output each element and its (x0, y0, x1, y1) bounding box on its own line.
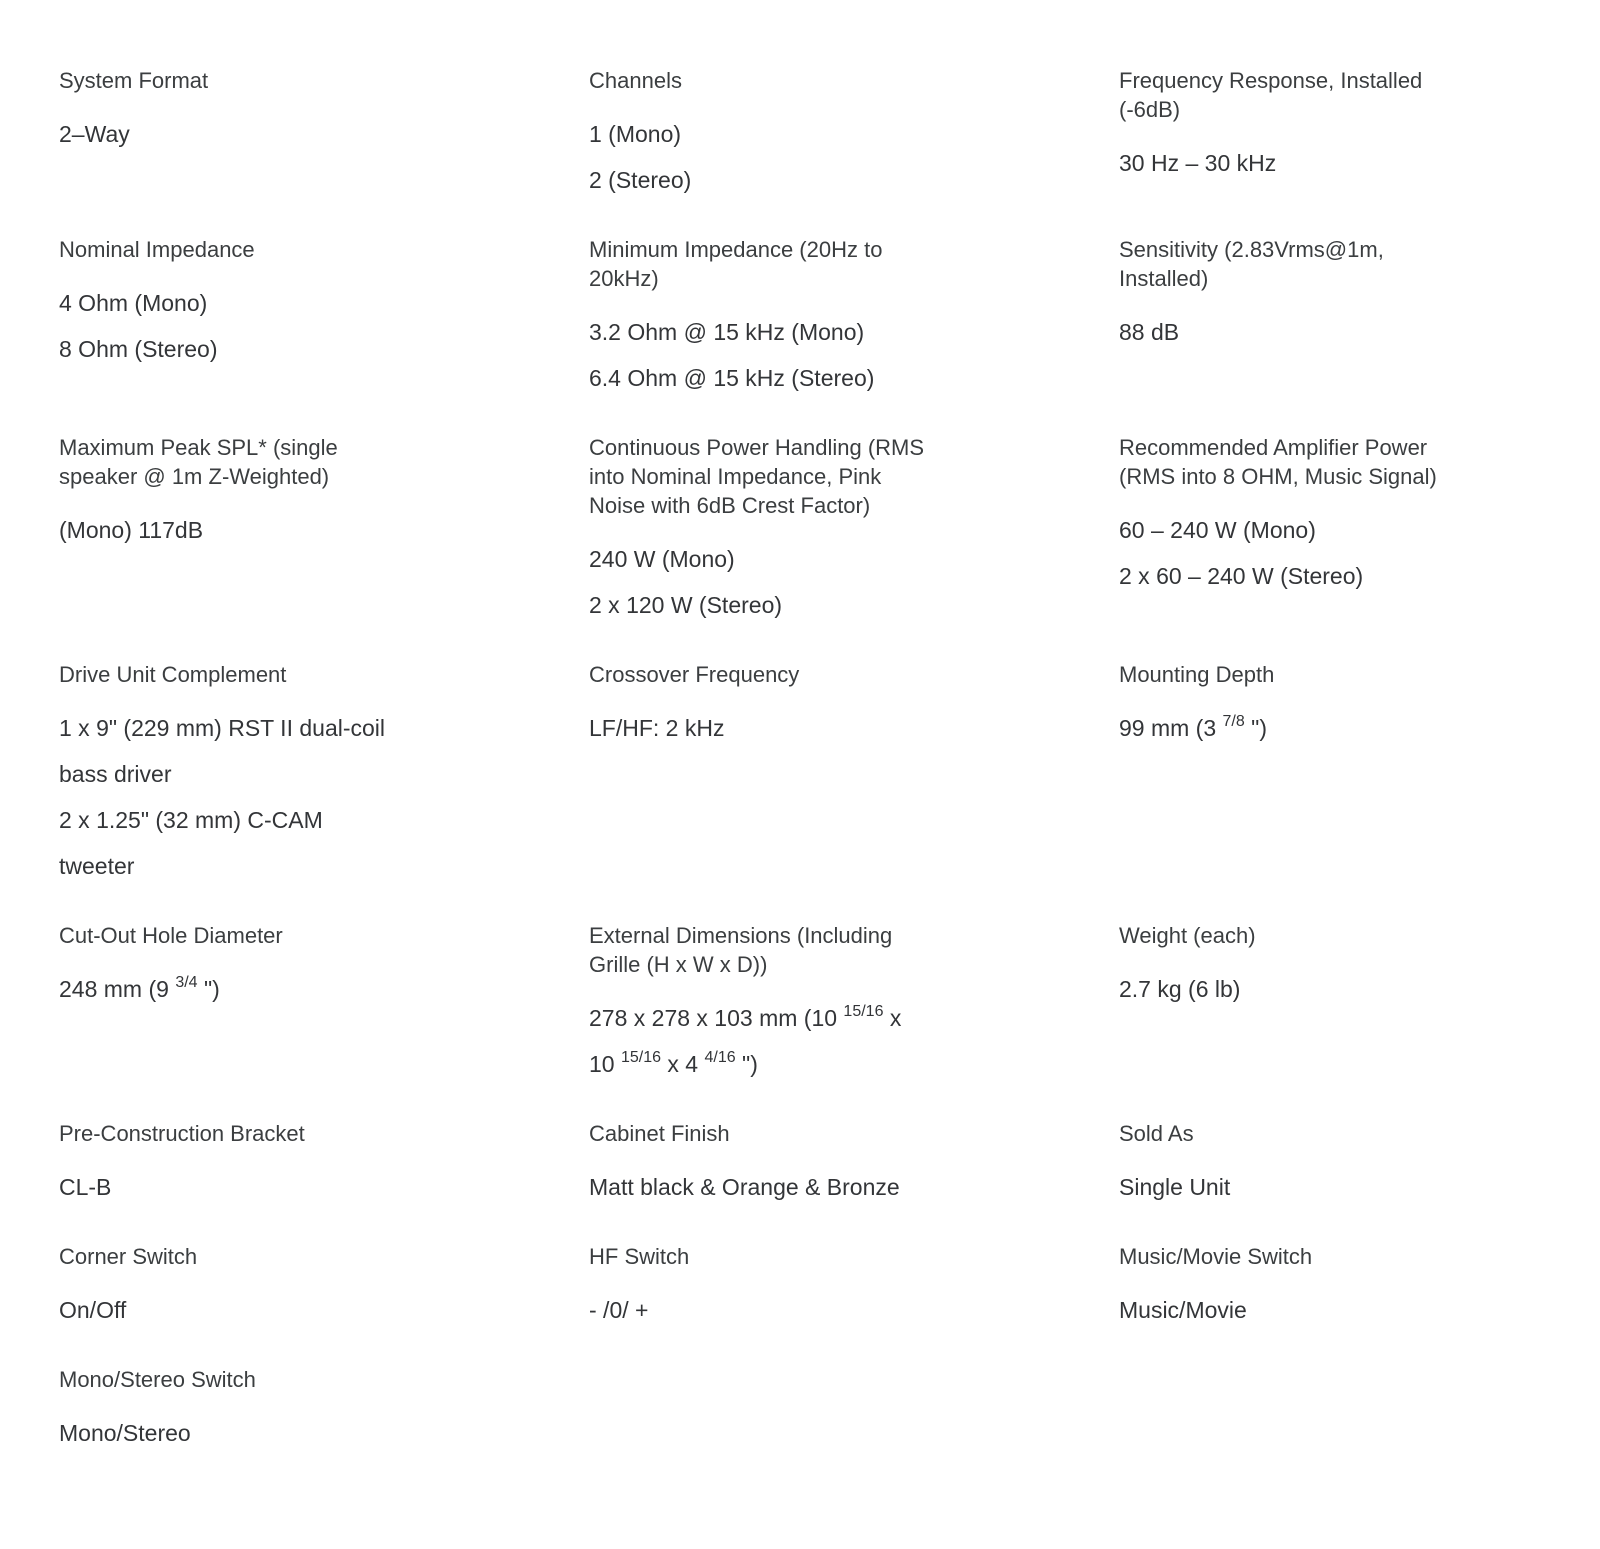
spec-label-line: Channels (589, 68, 682, 93)
spec-values (59, 966, 529, 1012)
spec-value: 2 (Stereo) (589, 167, 692, 193)
spec-cell-sold-as (1119, 1119, 1589, 1210)
spec-label-line: Installed) (1119, 266, 1209, 291)
value-text: 278 x 278 x 103 mm (10 (589, 1005, 844, 1031)
spec-value: 6.4 Ohm @ 15 kHz (Stereo) (589, 365, 875, 391)
spec-label-line: System Format (59, 68, 209, 93)
spec-values (589, 705, 1059, 751)
spec-label-line: speaker @ 1m Z-Weighted) (59, 464, 330, 489)
spec-label-line: Cut-Out Hole Diameter (59, 923, 283, 948)
spec-label-weight (1119, 921, 1589, 950)
spec-cell-drive-unit-complement (59, 660, 529, 889)
spec-label-drive-unit-complement (59, 660, 529, 689)
spec-cell-minimum-impedance (589, 235, 1059, 401)
spec-value: 240 W (Mono) (589, 546, 735, 572)
spec-value: 88 dB (1119, 319, 1180, 345)
spec-label-nominal-impedance (59, 235, 529, 264)
value-text: 10 (589, 1051, 621, 1077)
spec-value (59, 966, 529, 1012)
spec-values (59, 705, 529, 889)
spec-label-mono-stereo-switch (59, 1365, 529, 1394)
spec-value: 1 (Mono) (589, 121, 682, 147)
spec-value: Mono/Stereo (59, 1420, 191, 1446)
spec-label-sensitivity (1119, 235, 1589, 293)
fraction-superscript: 4/16 (704, 1049, 736, 1067)
spec-label-cabinet-finish (589, 1119, 1059, 1148)
spec-label-line: Grille (H x W x D)) (589, 952, 768, 977)
spec-cell-external-dimensions (589, 921, 1059, 1087)
spec-value: tweeter (59, 853, 135, 879)
spec-values (589, 1287, 1059, 1333)
spec-value: 8 Ohm (Stereo) (59, 336, 218, 362)
spec-label-line: External Dimensions (Including (589, 923, 893, 948)
value-text: x (883, 1005, 902, 1031)
fraction-superscript: 15/16 (843, 1003, 884, 1021)
spec-label-frequency-response (1119, 66, 1589, 124)
spec-value (589, 995, 1059, 1041)
spec-values (59, 111, 529, 157)
spec-label-line: Continuous Power Handling (RMS (589, 435, 925, 460)
spec-label-minimum-impedance (589, 235, 1059, 293)
spec-label-music-movie-switch (1119, 1242, 1589, 1271)
spec-label-line: Maximum Peak SPL* (single (59, 435, 338, 460)
spec-value: Music/Movie (1119, 1297, 1247, 1323)
spec-values (589, 111, 1059, 203)
spec-value: LF/HF: 2 kHz (589, 715, 725, 741)
fraction-superscript: 15/16 (620, 1049, 662, 1067)
spec-label-maximum-peak-spl (59, 433, 529, 491)
spec-label-line: Crossover Frequency (589, 662, 800, 687)
spec-label-line: Weight (each) (1119, 923, 1256, 948)
fraction-superscript: 7/8 (1222, 713, 1245, 731)
spec-values (59, 507, 529, 553)
spec-label-crossover-frequency (589, 660, 1059, 689)
spec-label-cut-out-hole-diameter (59, 921, 529, 950)
spec-label-sold-as (1119, 1119, 1589, 1148)
spec-cell-mounting-depth (1119, 660, 1589, 889)
spec-values (589, 995, 1059, 1087)
spec-label-line: Corner Switch (59, 1244, 198, 1269)
spec-label-line: Minimum Impedance (20Hz to (589, 237, 883, 262)
spec-label-line: Music/Movie Switch (1119, 1244, 1313, 1269)
spec-label-line: HF Switch (589, 1244, 690, 1269)
spec-values (1119, 1287, 1589, 1333)
spec-value: 30 Hz – 30 kHz (1119, 150, 1277, 176)
value-text: ") (735, 1051, 758, 1077)
spec-value: bass driver (59, 761, 172, 787)
spec-cell-cut-out-hole-diameter (59, 921, 529, 1087)
spec-label-line: Recommended Amplifier Power (1119, 435, 1428, 460)
spec-value: 2 x 60 – 240 W (Stereo) (1119, 563, 1364, 589)
spec-cell-continuous-power-handling (589, 433, 1059, 628)
spec-values (59, 1410, 529, 1456)
spec-cell-nominal-impedance (59, 235, 529, 401)
spec-cell-corner-switch (59, 1242, 529, 1333)
spec-value: 2–Way (59, 121, 130, 147)
spec-value: 2 x 1.25" (32 mm) C-CAM (59, 807, 323, 833)
spec-label-external-dimensions (589, 921, 1059, 979)
spec-values (1119, 140, 1589, 186)
spec-label-continuous-power-handling (589, 433, 1059, 520)
spec-label-pre-construction-bracket (59, 1119, 529, 1148)
spec-cell-empty (589, 1365, 1059, 1456)
spec-label-line: Drive Unit Complement (59, 662, 287, 687)
spec-cell-sensitivity (1119, 235, 1589, 401)
spec-values (1119, 705, 1589, 751)
value-text: x 4 (661, 1051, 705, 1077)
spec-label-line: Mounting Depth (1119, 662, 1275, 687)
spec-label-line: Sensitivity (2.83Vrms@1m, (1119, 237, 1384, 262)
spec-cell-cabinet-finish (589, 1119, 1059, 1210)
spec-values (589, 309, 1059, 401)
spec-value: 3.2 Ohm @ 15 kHz (Mono) (589, 319, 865, 345)
spec-cell-music-movie-switch (1119, 1242, 1589, 1333)
spec-values (1119, 507, 1589, 599)
spec-value: 2 x 120 W (Stereo) (589, 592, 783, 618)
spec-cell-frequency-response (1119, 66, 1589, 203)
spec-value: CL-B (59, 1174, 112, 1200)
spec-values (1119, 309, 1589, 355)
spec-label-line: Mono/Stereo Switch (59, 1367, 256, 1392)
spec-label-line: Pre-Construction Bracket (59, 1121, 305, 1146)
spec-value: 60 – 240 W (Mono) (1119, 517, 1316, 543)
spec-values (589, 1164, 1059, 1210)
spec-label-line: 20kHz) (589, 266, 659, 291)
spec-value: Matt black & Orange & Bronze (589, 1174, 900, 1200)
spec-label-mounting-depth (1119, 660, 1589, 689)
spec-value: 2.7 kg (6 lb) (1119, 976, 1241, 1002)
spec-cell-mono-stereo-switch (59, 1365, 529, 1456)
spec-values (59, 1164, 529, 1210)
spec-values (1119, 1164, 1589, 1210)
spec-value: - /0/ + (589, 1297, 649, 1323)
spec-cell-channels (589, 66, 1059, 203)
spec-cell-crossover-frequency (589, 660, 1059, 889)
spec-values (1119, 966, 1589, 1012)
spec-values (589, 536, 1059, 628)
spec-label-line: (-6dB) (1119, 97, 1181, 122)
fraction-superscript: 3/4 (175, 974, 198, 992)
spec-label-line: Frequency Response, Installed (1119, 68, 1423, 93)
spec-label-line: into Nominal Impedance, Pink (589, 464, 882, 489)
spec-label-channels (589, 66, 1059, 95)
spec-label-hf-switch (589, 1242, 1059, 1271)
spec-label-line: Cabinet Finish (589, 1121, 730, 1146)
spec-value: (Mono) 117dB (59, 517, 204, 543)
value-text: 248 mm (9 (59, 976, 176, 1002)
spec-cell-system-format (59, 66, 529, 203)
spec-values (59, 1287, 529, 1333)
spec-label-line: Noise with 6dB Crest Factor) (589, 493, 871, 518)
value-text: ") (197, 976, 220, 1002)
spec-value: On/Off (59, 1297, 127, 1323)
spec-value: 4 Ohm (Mono) (59, 290, 208, 316)
spec-cell-recommended-amplifier-power (1119, 433, 1589, 628)
spec-cell-hf-switch (589, 1242, 1059, 1333)
spec-label-system-format (59, 66, 529, 95)
spec-cell-empty (1119, 1365, 1589, 1456)
spec-label-line: (RMS into 8 OHM, Music Signal) (1119, 464, 1437, 489)
spec-cell-weight (1119, 921, 1589, 1087)
spec-label-line: Sold As (1119, 1121, 1194, 1146)
spec-values (59, 280, 529, 372)
spec-label-line: Nominal Impedance (59, 237, 255, 262)
spec-value (589, 1041, 1059, 1087)
spec-label-recommended-amplifier-power (1119, 433, 1589, 491)
spec-label-corner-switch (59, 1242, 529, 1271)
spec-cell-pre-construction-bracket (59, 1119, 529, 1210)
spec-value (1119, 705, 1589, 751)
value-text: 99 mm (3 (1119, 715, 1223, 741)
value-text: ") (1244, 715, 1267, 741)
spec-cell-maximum-peak-spl (59, 433, 529, 628)
spec-value: 1 x 9" (229 mm) RST II dual-coil (59, 715, 386, 741)
spec-value: Single Unit (1119, 1174, 1231, 1200)
